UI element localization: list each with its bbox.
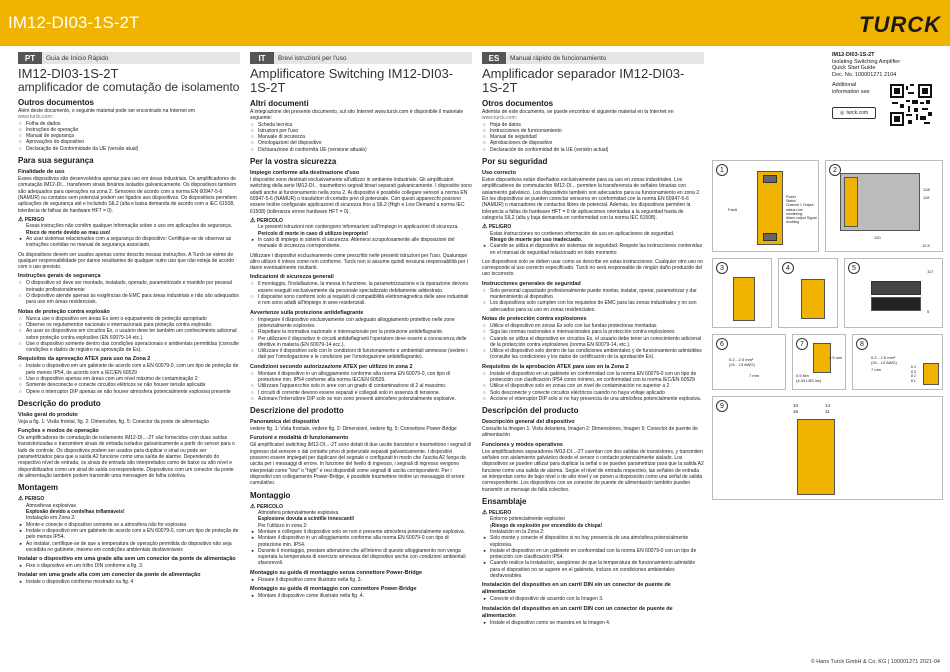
warn-text: Le presenti istruzioni non contengono informazioni sull'impiego in applicazioni di sicurezza. [258,224,459,231]
list-item: ► Durante il montaggio, prestare attenzione che all'interno di questo alloggiamento non venga superata la temperatura di esercizio ammessa del dispositivo anche con condizioni ambientali sfavorevoli. [250,548,472,567]
heading-overview: Panoramica dei dispositivi [250,419,320,426]
warning-icon: ⚠ [18,216,24,223]
list-item: ○ Siga las normas nacionales e internacionales para la protección contra explosiones [482,329,704,335]
heading-rail-2: Montaggio su guida di montaggio con connettore Power-Bridge [250,586,417,593]
danger-warning: ⚠ PERIGO [18,216,45,223]
wire-spec: 0.2…2.5 mm² (24…13 AWG) 7 mm [871,355,897,372]
heading-mount: Montagem [18,483,58,493]
overview-text: vedere fig. 1: Vista frontale, vedere fig. 2: Dimensioni, vedere fig. 5: Connettore Power-Bridge [250,426,457,433]
screwdriver-size: 3.5 mm [829,355,843,360]
terminal-label: 16 [793,409,799,414]
bridge-rail [871,297,921,311]
figure-number: 6 [716,338,728,350]
list-item: ○ Utilice el dispositivo en zonas Ex solo con las fundas protectoras montadas [482,323,704,329]
list-item: ► Instale el dispositivo en un gabinete en conformidad con la norma EN 60079-0 con un tipo de protección con clasificación IP54. [482,548,704,561]
warn-text: Essas instruções não contêm qualquer informação sobre o uso em aplicações de segurança. [26,223,233,230]
warn-item: ► In caso di impiego in sistemi di sicurezza: Attenersi scrupolosamente alle disposizioni del manuale di sicurezza corrispondente. [250,237,472,250]
lang-bar-text: Brevi istruzioni per l'uso [274,52,472,64]
heading-desc: Descrizione del prodotto [250,406,344,416]
figure-3-rail-mount [712,258,772,328]
list-item: ► Cuando realice la instalación, asegúrese de que la temperatura de funcionamiento admisible para el dispositivo no se supere en el gabinete, incluso en condiciones ambientales desfavorables. [482,560,704,579]
heading-func: Funciones y modos operativos [482,441,563,448]
list-item: ○ Accione el interruptor DIP solo si no hay presencia de una atmósfera potencialmente explosiva. [482,396,704,402]
heading-overview: Descripción general del dispositivo [482,419,575,426]
heading-docs: Altri documenti [250,99,309,108]
list-item: ► Conecte el dispositivo de acuerdo con la Imagen 3. [482,596,704,602]
use-text-2: Los dispositivos solo se deben usar como se describe en estas instrucciones. Cualquier otro uso no corresponde al uso correcto especificado. Turck no será responsable de ningún daño producido del uso incorrecto. [482,258,703,278]
device-illustration [923,363,939,385]
list-item: ► Instale el dispositivo como se muestra en la Imagen 4. [482,620,704,626]
warn-risk: Pericolo di morte in caso di utilizzo improprio! [258,230,369,237]
warning-icon: ⚠ [250,503,256,510]
figure-number: 7 [796,338,808,350]
side-additional: Additional [832,82,857,88]
heading-overview: Visão geral do produto [18,411,78,418]
side-docno: Doc. No. 100001271 2104 [832,71,897,78]
figure-2-dimensions [825,160,943,252]
side-info-see: information see [832,88,870,95]
column-pt [18,52,240,586]
list-item: ► Ao instalar, certifique-se de que a temperatura de operação permitida do dispositivo não seja excedida no gabinete, mesmo em condições ambientais desfavoráveis [18,541,240,554]
bridge-connector [871,281,921,295]
list-item: ○ Instrucciones de funcionamiento [482,128,704,134]
heading-mount: Montaggio [250,490,291,500]
led-labels: Power Status Channel 1 Output status Line monitoring Alarm output Signal doubling [786,195,817,225]
overview-text: Veja a fig. 1: Visão frontal, fig. 2: Dimensões, fig. 5: Conector da ponte de alimentação [18,418,209,425]
list-item: ○ Opere o interruptor DIP apenas se não houver atmosfera potencialmente explosiva presente [18,389,240,395]
list-item: ► Montare il dispositivo in un alloggiamento conforme alla norma EN 60079-0 con tipo di protezione min. IP54. [250,535,472,548]
heading-rail: Instalar o dispositivo em uma grade alta sem um conector da ponte de alimentação [18,556,236,563]
list-item: ○ Declaración de conformidad de la UE (versión actual) [482,147,704,153]
use-text-2: Utilizzare i dispositivi esclusivamente come prescritto nelle presenti istruzioni per l'uso. Qualunque altro utilizzo è inteso come non conforme. Turck non si assume quindi nessuna responsabilità per i danni eventualmente risultanti. [250,252,468,272]
figure-number: 4 [782,262,794,274]
list-item: ○ Il montaggio, l'installazione, la messa in funzione, la parametrizzazione e la riparazione devono essere eseguiti esclusivamente da personale specializzato debitamente addestrato. [250,281,472,294]
list-item: ○ Aprovações do dispositivo [18,139,240,145]
terminal-block [763,175,777,183]
figure-9-dip-switches [712,396,943,500]
list-item: ○ Cuando se utiliza el dispositivo en circuitos Ex, el usuario debe tener un conocimiento adicional de la protección contra explosiones (norma EN 60079-14, etc.). [482,336,704,349]
terminal-block [763,233,777,241]
list-item: ○ I circuiti di corrente devono essere separati e collegati solo in assenza di tensione. [250,390,472,396]
heading-atex: Condizioni secondo autorizzazione ATEX per utilizzo in zona 2 [250,363,413,370]
terminal-label: 11 [825,409,830,414]
figure-5-power-bridge-connector [844,258,943,328]
heading-func: Funções e modos de operação [18,428,99,435]
heading-use: Uso correcto [482,170,516,177]
mount-risk: Esplosione dovuta a scintille innescanti! [258,516,355,523]
product-subtitle: amplificador de comutação de isolamento [18,80,240,94]
mount-atm: Entorno potencialmente explosivo [490,516,566,523]
mount-risk: ¡Riesgo de explosión por encendido de chispa! [490,522,603,529]
heading-atex: Requisitos de la aprobación ATEX para uso en la Zona 2 [482,363,629,370]
list-item: ○ Instruções de operação [18,127,240,133]
figure-1-front-view [712,160,819,252]
heading-safety: Por su seguridad [482,157,548,167]
header-bar [0,0,950,46]
list-item: ○ Use o dispositivo apenas em áreas com um nível máximo de contaminação 2 [18,376,240,382]
list-item: ► Monte e conecte o dispositivo somente se a atmosfera não for explosiva [18,522,240,528]
warning-icon: ⚠ [18,496,24,503]
list-item: ○ Dichiarazione di conformità UE (versione attuale) [250,147,472,153]
heading-desc: Descripción del producto [482,406,579,416]
product-title: IM12-DI03-1S-2T [18,66,119,81]
list-item: ► Montare e collegare il dispositivo solo se non è presente atmosfera potenzialmente esplosiva. [250,529,472,535]
list-item: ○ Instale o dispositivo em um gabinete de acordo com a EN 60079-0, com um tipo de proteção de pelo menos IP54, de acordo com a IEC/EN 60529 [18,363,240,376]
mount-risk: Explosão devido a centelhas inflamáveis! [26,509,125,516]
list-item: ○ Ao usar os dispositivos em circuitos Ex, o usuário deve ter também um conhecimento adicional sobre proteção contra explosões (EN 60079-14 etc.). [18,328,240,341]
dim-label: 12.5 [922,243,930,248]
figure-number: 1 [716,164,728,176]
use-text-2: Os dispositivos devem ser usados apenas como descrito nessas instruções. A Turck se exime de qualquer responsabilidade por danos resultantes de qualquer outro uso que não esteja de acordo com o uso previsto. [18,251,234,271]
turck-logo: TURCK [859,12,941,37]
terminal-labels: 8 4 8 3 8 2 8 1 [911,365,916,383]
side-type: Isolating Switching Amplifier [832,58,901,65]
list-item: ○ Utilizzare il dispositivo solo con le condizioni di funzionamento e ambientali ammesse (vedere i dati per l'omologazione e le condizioni per l'omologazione antideflagrante). [250,348,472,361]
lang-code: PT [18,52,42,64]
language-bar-pt [18,52,240,64]
heading-desc: Descrição do produto [18,398,101,408]
lang-bar-text: Guia de Início Rápido [42,52,240,64]
list-item: ○ Nunca use o dispositivo em áreas Ex sem o equipamento de proteção apropriado [18,316,240,322]
warn-text: Estas instrucciones no contienen información de uso en aplicaciones de seguridad. [490,230,675,237]
list-item: ○ Montare il dispositivo in un alloggiamento conforme alla norma EN 60079-0, con tipo di protezione min. IP54 conforme alla norma IEC/EN 60529. [250,371,472,384]
column-es [482,52,704,626]
list-item: ○ Utilizzare l'apparecchio solo in aree con un grado di contaminazione di 2 al massimo. [250,383,472,389]
lang-code: ES [482,52,506,64]
list-item: ○ Istruzioni per l'uso [250,128,472,134]
list-item: ○ O dispositivo só deve ser montado, instalado, operado, parametrizado e mantido por pessoal treinado profissionalmente [18,280,240,293]
heading-ex: Notas de proteção contra explosão [18,308,110,315]
docs-intro: Além deste documento, o seguinte material pode ser encontrado na Internet em [18,108,196,114]
warning-icon: ⚠ [250,217,256,224]
heading-rail-2: Instalar em uma grade alta com um conector da ponte de alimentação [18,572,201,579]
dim-label: 128 [923,187,930,192]
danger-warning: ⚠ PELIGRO [482,224,512,231]
warn-risk: Risco de morte devido ao mau uso! [26,229,111,236]
list-item: ► Montare il dispositivo come illustrato nella fig. 4. [250,593,472,599]
figure-number: 9 [716,400,728,412]
heading-mount: Ensamblaje [482,496,527,506]
figure-number: 8 [856,338,868,350]
side-info [832,52,944,142]
heading-use: Finalidade de uso [18,169,65,176]
heading-docs: Outros documentos [18,98,95,107]
warn-item: ► Ao usar sistemas relacionados com a segurança do dispositivo: Certifique-se de observar as instruções contidas no manual de segurança associado. [18,236,240,249]
terminal-label: 10 [793,403,799,408]
list-item: ○ Aprobaciones de dispositivo [482,140,704,146]
terminal-label: 14 [825,403,831,408]
figure-number: 2 [829,164,841,176]
use-text: Esses dispositivos são desenvolvidos apenas para uso em áreas industriais. Os amplificadores de comutação IM12-DI... transferem sinais binários isolados galvanicamente. Os dispositivos também são adequados para operações na zona 2. Sensores de acordo com a norma EN 60947-5-6 (NAMUR) ou contatos sem potencial podem ser ligados aos dispositivos. Os dispositivos permitem aplicações de segurança até e incluindo SIL2 (alta e baixa demanda de acordo com a IEC 61508, tolerância de falhas de hardware HFT = 0). [18,176,237,214]
warn-risk: Riesgo de muerte por uso inadecuado. [490,236,583,243]
list-item: ○ Instale el dispositivo en un gabinete en conformidad con la norma EN 60079-0 con un tipo de protección con clasificación IP54 como mínimo, en conformidad con la norma IEC/EN 60529 [482,371,704,384]
danger-warning: ⚠ PERIGO [18,496,45,503]
docs-list [18,121,240,152]
figure-8-terminals [852,334,943,390]
list-item: ○ Use o dispositivo somente dentro das condições operacionais e ambientais permitidas (consulte condições e dados de registro na aprovação de Ex). [18,341,240,354]
heading-rail-2: Instalación del dispositivo en un carril DIN con un conector de puente de alimentación [482,605,673,619]
heading-general: Instrucciones generales de seguridad [482,280,581,287]
doc-title: IM12-DI03-1S-2T [8,13,140,32]
side-guide: Quick Start Guide [832,65,876,71]
figure-6-wiring [712,334,786,390]
heading-rail: Montaggio su guida di montaggio senza connettore Power-Bridge [250,569,423,576]
figure-number: 3 [716,262,728,274]
list-item: ○ Per utilizzare il dispositivo in circuiti antideflagranti l'operatore deve essere a conoscenza delle direttive in materia (EN 60079-14 ecc.). [250,336,472,349]
docs-intro: A integrazione del presente documento, sul sito Internet www.turck.com è disponibile il materiale seguente: [250,109,464,122]
heading-ex: Avvertenze sulla protezione antideflagrante [250,309,364,316]
list-item: ► Fixe o dispositivo em um trilho DIN conforme a fig. 3. [18,563,240,569]
list-item: ○ Folha de dados [18,121,240,127]
turck-link[interactable]: www.turck.com: [18,114,54,121]
warning-icon: ⚠ [482,224,488,231]
turck-link[interactable]: www.turck.com: [482,115,518,122]
heading-func: Funzioni e modalità di funzionamento [250,435,349,442]
list-item: ○ O dispositivo atende apenas às exigências de EMC para áreas industriais e não são adequados para uso em áreas residenciais. [18,293,240,306]
mount-inst: Per l'utilizzo in zona 2: [258,522,308,529]
globe-icon: ◎ [839,110,845,116]
device-illustration [797,419,835,495]
figure-7-screw-terminal [792,334,846,390]
wire-spec: 0.2…2.5 mm² (24…13 AWG) 7 mm [729,357,759,378]
mount-inst: Instalação em Zona 2: [26,515,76,522]
list-item: ○ Utilice el dispositivo solo en zonas con un nivel de contaminación no superior a 2 [482,383,704,389]
device-illustration [733,277,755,321]
list-item: ○ Manual de seguridad [482,134,704,140]
list-item: ► Instale o dispositivo em um gabinete de acordo com a EN 60079-0, com um tipo de proteção de pelo menos IP54. [18,528,240,541]
list-item: ○ Rispettare la normativa nazionale e internazionale per la protezione antideflagrante. [250,329,472,335]
func-text: Gli amplificatori switching IM12-DI...-2T sono dotati di due uscite transistor e trasmettono i segnali di ingresso dal sensore o dal contatto privo di potenziale separati galvanicamente. I dispositivi possono essere impiegati per duplicare del segnale o configurati in modo che l'uscita A2 funga da uscita per i messaggi di errore. In funzione del livello di ingresso, i segnali di ingresso vengono interpretati come "low" o "high" e resi disponibili come segnali di uscita corrispondenti. Per i dispositivi con collegamento Power-Bridge, è possibile trasmettere inoltre un messaggio di errore cumulativo. [250,442,472,487]
func-text: Os amplificadores de comutação de isolamento IM12-DI...-2T são fornecidos com duas saídas transistorizadas e transmitem sinais de entrada isolados galvanicamente a partir do sensor para o lado de controle. Os dispositivos podem ser usados para duplicar o sinal ou pode ser parametrizados para que a saída A2 funcione como uma saída de alarme. Dependendo do respectivo nível de entrada, os sinais de entrada são interpretados como de baixo ou alto nível e disponibilizados como um sinal de saída correspondente. Dispositivos com um conector da ponte de alimentação também podem transmitir uma mensagem de falha coletiva. [18,435,235,479]
warn-item: ► Cuando se utiliza el dispositivo en sistemas de seguridad: Respete las instrucciones contenidas en el manual de seguridad relacionado en todo momento [482,243,704,256]
list-item: ○ Manuale di sicurezza [250,134,472,140]
docs-intro: Además de este documento, se puede encontrar el siguiente material en la Internet en [482,109,674,115]
list-item: ○ Utilice el dispositivo solo dentro de las condiciones ambientales y de funcionamiento admisibles (consulte las condiciones y los datos de certificación de la aprobación Ex). [482,348,704,361]
list-item: ○ Somente desconecte e conecte circuitos elétricos se não houver tensão aplicada [18,382,240,388]
side-product: IM12-DI03-1S-2T [832,52,875,58]
list-item: ○ Solo personal capacitado profesionalmente puede montar, instalar, operar, parametrizar y dar mantenimiento al dispositivo. [482,288,704,301]
heading-docs: Otros documentos [482,99,554,108]
column-it [250,52,472,599]
figure-4-power-bridge-mount [778,258,838,328]
footer-copyright: © Hans Turck GmbH & Co. KG | 100001271 2021-04 [810,659,940,665]
turck-link-box[interactable]: ◎ turck.com [832,107,876,119]
mount-atm: Atmosferas explosivas [26,502,77,509]
figure-number: 5 [848,262,860,274]
fault-label: Fault [728,207,737,212]
list-item: ○ Omologazioni del dispositivo [250,140,472,146]
list-item: ► Solo monte y conecte el dispositivo si no hay presencia de una atmósfera potencialmente explosiva. [482,535,704,548]
heading-safety: Per la vostra sicurezza [250,157,337,167]
heading-ex: Notas de protección contra explosiones [482,315,587,322]
heading-atex: Requisitos da aprovação ATEX para uso na Zona 2 [18,356,151,363]
use-text: Estos dispositivos están diseñados exclusivamente para su uso en zonas industriales. Los amplificadores de commutación IM12-DI... permiten la transferencia de señales binarias con aislamiento galvánico. Los dispositivos también son adecuados para su funcionamiento en zona 2. En los dispositivos se pueden conectar sensores en conformidad con la norma EN 60947-5-6 (NAMUR) o marcadores de contactos libres de potencial. Además, los dispositivos permiten la tolerancia a fallas de hardware HFT = 0 de aplicaciones orientadas a la seguridad hasta de categoría SIL2 (alta y baja demanda en conformidad con la norma IEC 61508). [482,177,701,221]
list-item: ○ Los dispositivos solo cumplen con los requisitos de EMC para las zonas industriales y no son adecuados para su uso en zonas residenciales. [482,300,704,313]
torque-spec: 0.5 Nm (4.43 LBS inc) [796,373,822,383]
list-item: ○ Manual de segurança [18,133,240,139]
dim-label: 120 [874,235,881,240]
danger-warning: ⚠ PERICOLO [250,503,283,510]
danger-warning: ⚠ PERICOLO [250,217,283,224]
overview-text: Consulte la Imagen 1: Vista delantera, Imagen 2: Dimensiones, Imagen 5: Conector de puente de alimentación [482,426,698,439]
list-item: ○ Observe os regulamentos nacionais e internacionais para proteção contra explosão. [18,322,240,328]
use-text: I dispositivi sono destinati esclusivamente all'utilizzo in ambiente industriale. Gli amplificatori switching della serie IM12-DI... trasmettono segnali binari separati galvanicamente. I dispositivi sono adatti anche al funzionamento nella zona 2. Ai dispositivi è possibile collegare sensori a norma EN 60947-5-6 (NAMUR) o trasduttori di contatto privi di potenziale. Con questi apparecchi possono essere inoltre configurate applicazioni di sicurezza fino a SIL2 (High e Low Demand a norma IEC 61508) (tolleranza errore hardware HFT = 0). [250,177,472,215]
mount-inst: Instalación en la Zona 2: [490,528,545,535]
heading-general: Instruções gerais de segurança [18,273,101,280]
heading-rail: Instalación del dispositivo en un carril DIN sin un conector de puente de alimentación [482,582,671,596]
dim-label: 117 [927,269,934,274]
qr-code-icon [890,84,932,126]
warning-icon: ⚠ [482,509,488,516]
heading-use: Impiego conforme alla destinazione d'uso [250,170,360,177]
product-title: Amplificatore Switching IM12-DI03-1S-2T [250,66,454,95]
list-item: ○ I dispositivi sono conformi solo ai requisiti di compatibilità elettromagnetica delle aree industriali e non sono adatti all'impiego in aree residenziali. [250,294,472,307]
heading-general: Indicazioni di sicurezza generali [250,274,334,281]
device-front-edge [844,177,858,227]
list-item: ○ Impiegare il dispositivo esclusivamente con adeguato alloggiamento protettivo nelle zone potenzialmente esplosive. [250,317,472,330]
list-item: ○ Hoja de datos [482,122,704,128]
list-item: ► Instale o dispositivo conforme mostrado na fig. 4 [18,579,240,585]
list-item: ○ Solo desconecte y conecte circuitos eléctricos cuando no haya voltaje aplicado [482,390,704,396]
dim-label: 118 [923,195,930,200]
product-title: Amplificador separador IM12-DI03-1S-2T [482,66,685,95]
list-item: ○ Declaração de Conformidade da UE (versão atual) [18,146,240,152]
list-item: ► Fissare il dispositivo come illustrato nella fig. 3. [250,577,472,583]
dim-label: 5 [927,309,930,314]
danger-warning: ⚠ PELIGRO [482,509,512,516]
language-bar-es [482,52,704,64]
list-item: ○ Scheda tecnica [250,122,472,128]
mount-atm: Atmosfera potenzialmente esplosiva [258,510,339,517]
lang-code: IT [250,52,274,64]
list-item: ○ Azionare l'interruttore DIP solo se non sono presenti atmosfere potenzialmente esplosive. [250,396,472,402]
device-illustration [801,279,825,319]
lang-bar-text: Manual rápido de funcionamiento [506,52,704,64]
heading-safety: Para sua segurança [18,156,94,166]
language-bar-it [250,52,472,64]
func-text: Los amplificadores separadores IM12-DI...-2T cuentan con dos salidas de transistores, y transmiten señales con aislamiento galvánico desde el sensor o contacto potencialmente aislado. Los dispositivos se pueden utilizar para duplicar la señal o se pueden parametrizar para que la salida A2 funcione como una salida de alarma. Según el nivel de entrada respectivo, las señales de entrada se interpretan como de bajo nivel o de alto nivel y se ponen a disposición como una señal de salida correspondiente. Los dispositivos con un conector de puente de alimentación también pueden transmitir un mensaje de falla colectivo. [482,448,704,493]
